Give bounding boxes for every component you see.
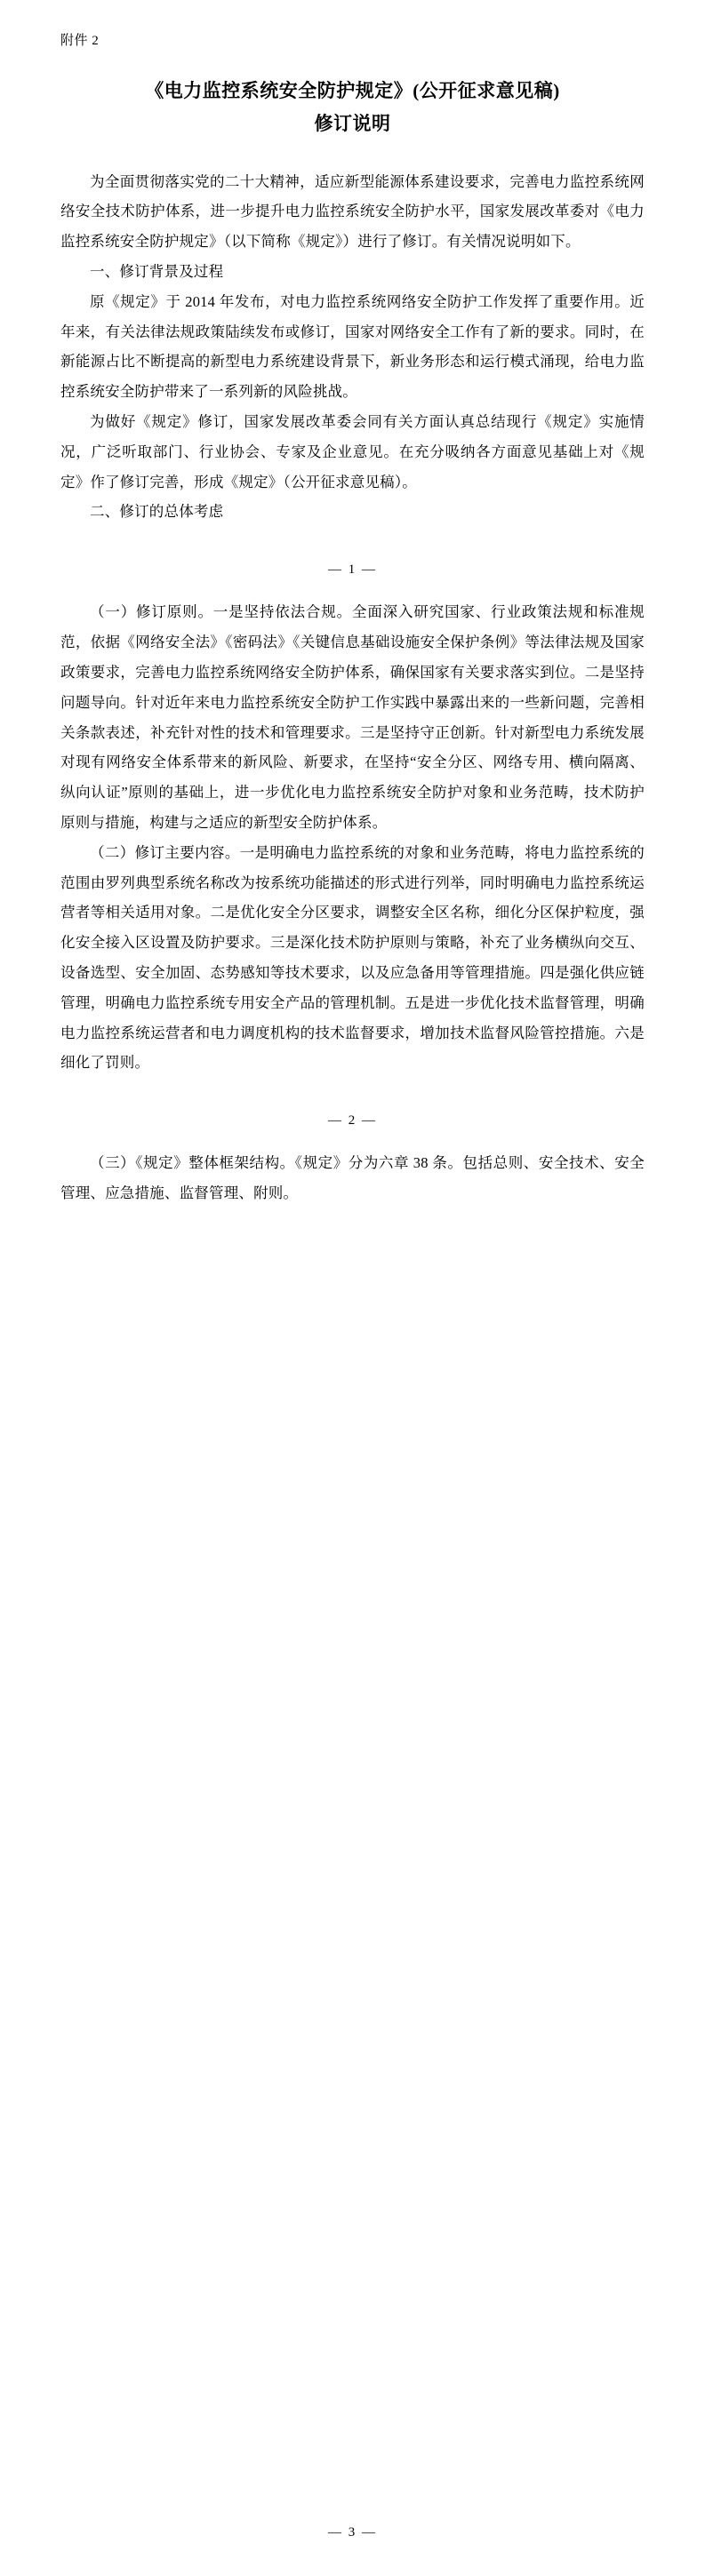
body-section-page-2 (60, 597, 645, 1078)
body-section-page-1 (60, 167, 645, 528)
page-title-line-2: 修订说明 (314, 112, 391, 134)
paragraph: 原《规定》于 2014 年发布，对电力监控系统网络安全防护工作发挥了重要作用。近年来，有关法律法规政策陆续发布或修订，国家对网络安全工作有了新的要求。同时，在新能源占比不断提高的新型电力系统建设背景下，新业务形态和运行模式涌现，给电力监控系统安全防护带来了一系列新的风险挑战。 (60, 292, 645, 401)
page-title (60, 75, 645, 140)
page-number-1: — 1 — (328, 562, 377, 578)
paragraph: 为全面贯彻落实党的二十大精神，适应新型能源体系建设要求，完善电力监控系统网络安全技术防护体系，进一步提升电力监控系统安全防护水平，国家发展改革委对《电力监控系统安全防护规定》（以下简称《规定》）进行了修订。有关情况说明如下。 (60, 172, 645, 251)
heading-section-2: 二、修订的总体考虑 (90, 503, 224, 521)
page-title-line-1: 《电力监控系统安全防护规定》(公开征求意见稿) (145, 80, 560, 101)
page-number-2: — 2 — (328, 1113, 377, 1128)
paragraph: （二）修订主要内容。一是明确电力监控系统的对象和业务范畴，将电力监控系统的范围由罗列典型系统名称改为按系统功能描述的形式进行列举，同时明确电力监控系统运营者等相关适用对象。二是优化安全分区要求，调整安全区名称，细化分区保护粒度，强化安全接入区设置及防护要求。三是深化技术防护原则与策略，补充了业务横纵向交互、设备选型、安全加固、态势感知等技术要求，以及应急备用等管理措施。四是强化供应链管理，明确电力监控系统专用安全产品的管理机制。五是进一步优化技术监督管理，明确电力监控系统运营者和电力调度机构的技术监督要求，增加技术监督风险管控措施。六是细化了罚则。 (60, 843, 645, 1072)
paragraph: （一）修订原则。一是坚持依法合规。全面深入研究国家、行业政策法规和标准规范，依据《网络安全法》《密码法》《关键信息基础设施安全保护条例》等法律法规及国家政策要求，完善电力监控系统网络安全防护体系，确保国家有关要求落实到位。二是坚持问题导向。针对近年来电力监控系统安全防护工作实践中暴露出来的一些新问题，完善相关条款表述，补充针对性的技术和管理要求。三是坚持守正创新。针对新型电力系统发展对现有网络安全体系带来的新风险、新要求，在坚持“安全分区、网络专用、横向隔离、纵向认证”原则的基础上，进一步优化电力监控系统安全防护对象和业务范畴，技术防护原则与措施，构建与之适应的新型安全防护体系。 (60, 603, 645, 831)
heading-section-1: 一、修订背景及过程 (90, 262, 224, 280)
paragraph: （三）《规定》整体框架结构。《规定》分为六章 38 条。包括总则、安全技术、安全管理、应急措施、监督管理、附则。 (60, 1154, 645, 1202)
paragraph: 为做好《规定》修订，国家发展改革委会同有关方面认真总结现行《规定》实施情况，广泛听取部门、行业协会、专家及企业意见。在充分吸纳各方面意见基础上对《规定》作了修订完善，形成《规定》（公开征求意见稿）。 (60, 413, 645, 490)
page-number-3: — 3 — (328, 2525, 377, 2540)
body-section-page-3 (60, 1148, 645, 1208)
attachment-label: 附件 2 (60, 34, 100, 48)
